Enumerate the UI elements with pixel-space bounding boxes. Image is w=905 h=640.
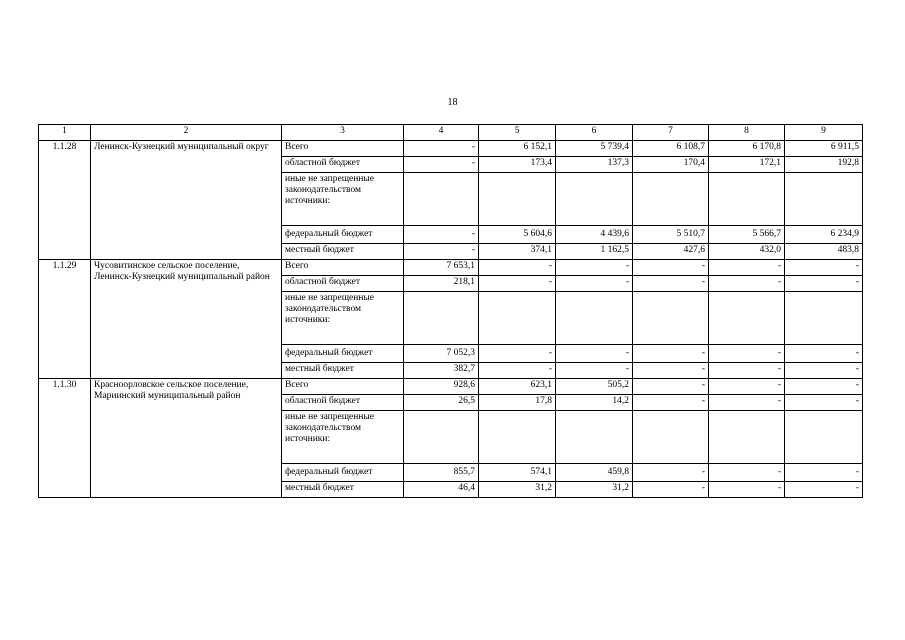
amount-cell: [404, 411, 479, 464]
funding-source-label: Всего: [282, 260, 404, 276]
amount-cell: -: [556, 276, 633, 292]
amount-cell: -: [709, 345, 785, 363]
amount-cell: 459,8: [556, 464, 633, 482]
amount-cell: 170,4: [633, 157, 709, 173]
column-header: 7: [633, 125, 709, 141]
column-header: 8: [709, 125, 785, 141]
amount-cell: -: [633, 276, 709, 292]
amount-cell: [556, 173, 633, 226]
amount-cell: 382,7: [404, 363, 479, 379]
funding-source-label: иные не запрещенные законодательством источники:: [282, 173, 404, 226]
amount-cell: -: [633, 260, 709, 276]
budget-table: [38, 124, 863, 498]
amount-cell: 855,7: [404, 464, 479, 482]
amount-cell: -: [709, 276, 785, 292]
item-code: 1.1.29: [39, 260, 91, 379]
amount-cell: [633, 411, 709, 464]
amount-cell: -: [404, 226, 479, 244]
column-header: 1: [39, 125, 91, 141]
amount-cell: -: [633, 482, 709, 498]
amount-cell: [709, 411, 785, 464]
table-row: [39, 141, 863, 157]
amount-cell: -: [785, 363, 863, 379]
amount-cell: 427,6: [633, 244, 709, 260]
amount-cell: [479, 173, 556, 226]
amount-cell: [556, 292, 633, 345]
amount-cell: [633, 173, 709, 226]
amount-cell: 31,2: [556, 482, 633, 498]
amount-cell: -: [709, 482, 785, 498]
amount-cell: 5 566,7: [709, 226, 785, 244]
amount-cell: -: [633, 363, 709, 379]
amount-cell: 6 170,8: [709, 141, 785, 157]
amount-cell: 218,1: [404, 276, 479, 292]
amount-cell: -: [709, 395, 785, 411]
amount-cell: [404, 292, 479, 345]
funding-source-label: местный бюджет: [282, 363, 404, 379]
amount-cell: 6 152,1: [479, 141, 556, 157]
amount-cell: 26,5: [404, 395, 479, 411]
funding-source-label: федеральный бюджет: [282, 345, 404, 363]
item-code: 1.1.30: [39, 379, 91, 498]
amount-cell: 574,1: [479, 464, 556, 482]
amount-cell: 928,6: [404, 379, 479, 395]
funding-source-label: Всего: [282, 141, 404, 157]
amount-cell: -: [785, 276, 863, 292]
amount-cell: -: [785, 464, 863, 482]
amount-cell: 172,1: [709, 157, 785, 173]
amount-cell: 46,4: [404, 482, 479, 498]
amount-cell: 1 162,5: [556, 244, 633, 260]
amount-cell: 5 510,7: [633, 226, 709, 244]
amount-cell: 137,3: [556, 157, 633, 173]
amount-cell: -: [479, 260, 556, 276]
column-header: 2: [91, 125, 282, 141]
amount-cell: 5 739,4: [556, 141, 633, 157]
funding-source-label: иные не запрещенные законодательством источники:: [282, 292, 404, 345]
amount-cell: [785, 411, 863, 464]
amount-cell: [479, 411, 556, 464]
funding-source-label: федеральный бюджет: [282, 226, 404, 244]
amount-cell: 432,0: [709, 244, 785, 260]
amount-cell: -: [479, 363, 556, 379]
amount-cell: -: [556, 345, 633, 363]
amount-cell: [785, 173, 863, 226]
table-row: [39, 260, 863, 276]
amount-cell: 6 911,5: [785, 141, 863, 157]
municipality-name: Красноорловское сельское поселение, Мариинский муниципальный район: [91, 379, 282, 498]
funding-source-label: федеральный бюджет: [282, 464, 404, 482]
amount-cell: [785, 292, 863, 345]
amount-cell: -: [404, 157, 479, 173]
amount-cell: -: [709, 379, 785, 395]
column-header: 6: [556, 125, 633, 141]
amount-cell: -: [709, 260, 785, 276]
amount-cell: 4 439,6: [556, 226, 633, 244]
amount-cell: 14,2: [556, 395, 633, 411]
column-number-row: [39, 125, 863, 141]
amount-cell: -: [479, 345, 556, 363]
amount-cell: 17,8: [479, 395, 556, 411]
funding-source-label: областной бюджет: [282, 276, 404, 292]
amount-cell: -: [633, 345, 709, 363]
amount-cell: 7 052,3: [404, 345, 479, 363]
amount-cell: 31,2: [479, 482, 556, 498]
amount-cell: -: [785, 395, 863, 411]
amount-cell: 505,2: [556, 379, 633, 395]
funding-source-label: областной бюджет: [282, 395, 404, 411]
funding-source-label: Всего: [282, 379, 404, 395]
amount-cell: [479, 292, 556, 345]
amount-cell: -: [556, 363, 633, 379]
table-row: [39, 379, 863, 395]
amount-cell: -: [785, 379, 863, 395]
amount-cell: -: [556, 260, 633, 276]
amount-cell: 6 108,7: [633, 141, 709, 157]
amount-cell: 5 604,6: [479, 226, 556, 244]
amount-cell: 623,1: [479, 379, 556, 395]
amount-cell: -: [633, 379, 709, 395]
amount-cell: [709, 292, 785, 345]
amount-cell: 173,4: [479, 157, 556, 173]
municipality-name: Ленинск-Кузнецкий муниципальный округ: [91, 141, 282, 260]
amount-cell: -: [785, 482, 863, 498]
funding-source-label: местный бюджет: [282, 244, 404, 260]
amount-cell: 6 234,9: [785, 226, 863, 244]
amount-cell: -: [404, 141, 479, 157]
amount-cell: 192,8: [785, 157, 863, 173]
municipality-name: Чусовитинское сельское поселение, Ленинск-Кузнецкий муниципальный район: [91, 260, 282, 379]
funding-source-label: областной бюджет: [282, 157, 404, 173]
amount-cell: -: [709, 363, 785, 379]
page-number: 18: [447, 97, 458, 108]
funding-source-label: иные не запрещенные законодательством источники:: [282, 411, 404, 464]
funding-source-label: местный бюджет: [282, 482, 404, 498]
amount-cell: 7 653,1: [404, 260, 479, 276]
amount-cell: -: [404, 244, 479, 260]
amount-cell: [709, 173, 785, 226]
item-code: 1.1.28: [39, 141, 91, 260]
amount-cell: -: [785, 260, 863, 276]
column-header: 5: [479, 125, 556, 141]
column-header: 9: [785, 125, 863, 141]
column-header: 3: [282, 125, 404, 141]
amount-cell: 374,1: [479, 244, 556, 260]
amount-cell: -: [633, 395, 709, 411]
amount-cell: [404, 173, 479, 226]
amount-cell: 483,8: [785, 244, 863, 260]
amount-cell: [633, 292, 709, 345]
column-header: 4: [404, 125, 479, 141]
amount-cell: -: [709, 464, 785, 482]
amount-cell: -: [633, 464, 709, 482]
amount-cell: -: [785, 345, 863, 363]
amount-cell: [556, 411, 633, 464]
amount-cell: -: [479, 276, 556, 292]
